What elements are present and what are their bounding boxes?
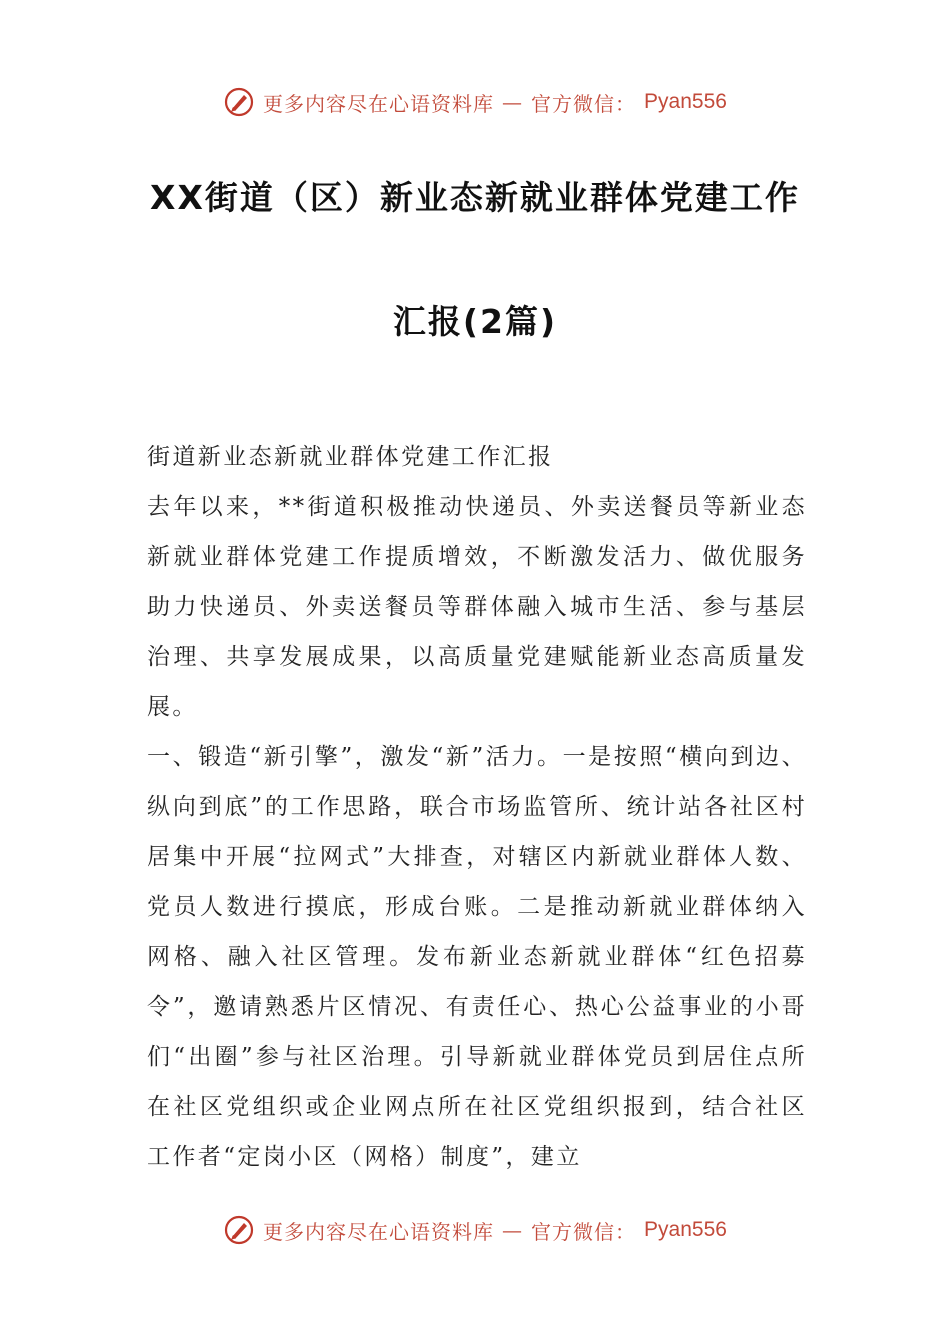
document-subtitle: 街道新业态新就业群体党建工作汇报 [147,444,554,470]
watermark-wechat-id: Pyan556 [644,90,727,113]
watermark-wechat-id: Pyan556 [644,1218,727,1241]
document-title-line-2: 汇报(2篇) [392,302,558,341]
pen-circle-logo-icon [223,86,255,118]
document-title-line-1: XX街道（区）新业态新就业群体党建工作 [150,178,800,217]
watermark-wechat-label: 官方微信： [531,1219,637,1244]
watermark-dash: — [502,90,524,114]
paragraph-1: 去年以来，**街道积极推动快递员、外卖送餐员等新业态新就业群体党建工作提质增效，不断激发活力、做优服务助力快递员、外卖送餐员等群体融入城市生活、参与基层治理、共享发展成果，以高质量党建赋能新业态高质量发展。 [147,494,807,720]
header-watermark [0,82,950,122]
footer-watermark [0,1210,950,1250]
paragraph-2: 一、锻造“新引擎”，激发“新”活力。一是按照“横向到边、纵向到底”的工作思路，联合市场监管所、统计站各社区村居集中开展“拉网式”大排查，对辖区内新就业群体人数、党员人数进行摸底，形成台账。二是推动新就业群体纳入网格、融入社区管理。发布新业态新就业群体“红色招募令”，邀请熟悉片区情况、有责任心、热心公益事业的小哥们“出圈”参与社区治理。引导新就业群体党员到居住点所在社区党组织或企业网点所在社区党组织报到，结合社区工作者“定岗小区（网格）制度”，建立 [147,744,807,1170]
pen-circle-logo-icon [223,1214,255,1246]
document-body [147,432,807,1182]
watermark-text: 更多内容尽在心语资料库 [263,91,495,116]
watermark-dash: — [502,1218,524,1242]
watermark-wechat-label: 官方微信： [531,91,637,116]
watermark-text: 更多内容尽在心语资料库 [263,1219,495,1244]
